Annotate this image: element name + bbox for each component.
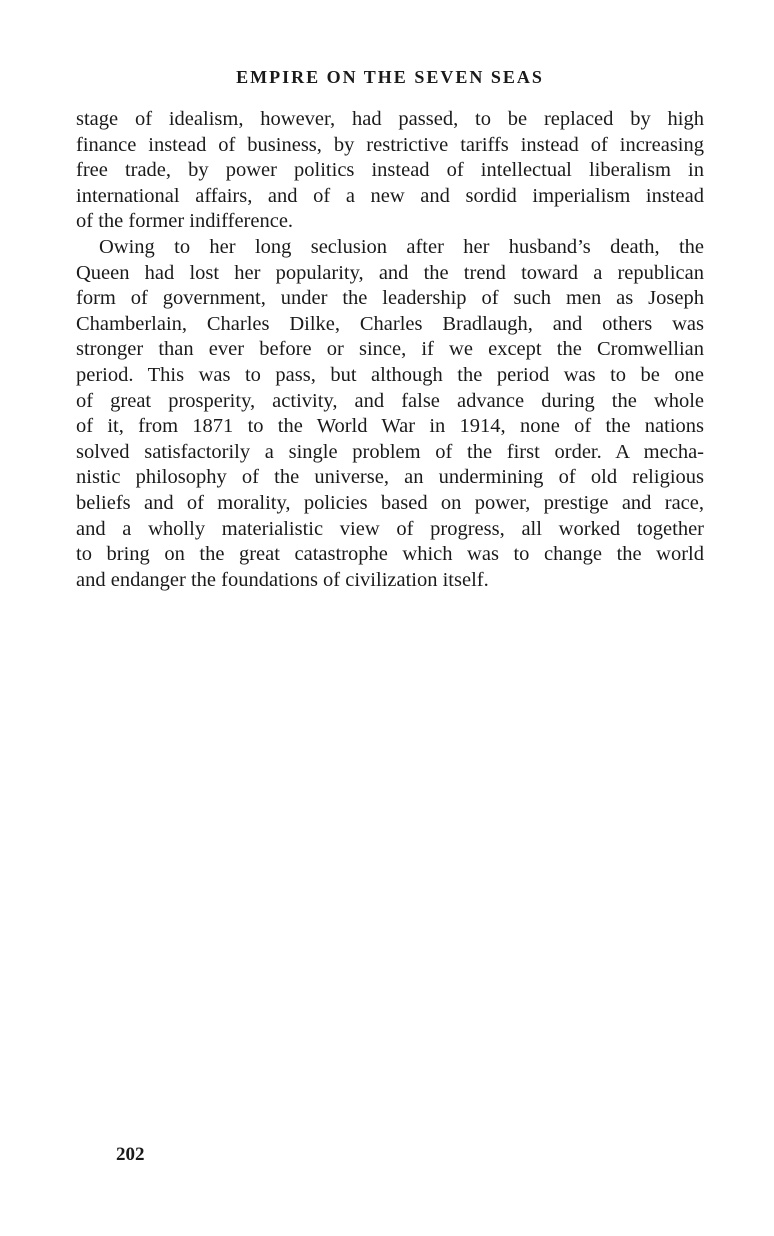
text-line: finance instead of business, by restrictive tariffs instead of increasing xyxy=(76,133,704,156)
text-line: free trade, by power politics instead of intellectual liberalism in xyxy=(76,159,704,182)
body-text xyxy=(76,107,704,593)
text-line: nistic philosophy of the universe, an undermining of old religious xyxy=(76,466,704,489)
text-line: and endanger the foundations of civilization itself. xyxy=(76,568,489,591)
text-line: Queen had lost her popularity, and the trend toward a republican xyxy=(76,261,704,284)
text-line: and a wholly materialistic view of progress, all worked together xyxy=(76,517,704,540)
paragraph-1 xyxy=(76,107,704,235)
text-line: of it, from 1871 to the World War in 1914, none of the nations xyxy=(76,415,704,438)
text-line: to bring on the great catastrophe which was to change the world xyxy=(76,543,704,566)
text-line: form of government, under the leadership of such men as Joseph xyxy=(76,287,704,310)
text-line: stage of idealism, however, had passed, to be replaced by high xyxy=(76,108,704,130)
text-line: of great prosperity, activity, and false advance during the whole xyxy=(76,389,704,412)
text-line: international affairs, and of a new and sordid imperialism instead xyxy=(76,184,704,207)
running-head: EMPIRE ON THE SEVEN SEAS xyxy=(236,67,544,87)
text-line: Owing to her long seclusion after her husband’s death, the xyxy=(99,235,704,258)
text-line: Chamberlain, Charles Dilke, Charles Bradlaugh, and others was xyxy=(76,312,704,335)
paragraph-2 xyxy=(76,235,704,593)
text-line: stronger than ever before or since, if we except the Cromwellian xyxy=(76,338,704,361)
page-number: 202 xyxy=(116,1144,145,1165)
text-line: period. This was to pass, but although the period was to be one xyxy=(76,363,704,386)
text-line: of the former indifference. xyxy=(76,210,294,233)
text-line: beliefs and of morality, policies based on power, prestige and race, xyxy=(76,491,704,514)
text-line: solved satisfactorily a single problem of the first order. A mecha- xyxy=(76,440,704,463)
